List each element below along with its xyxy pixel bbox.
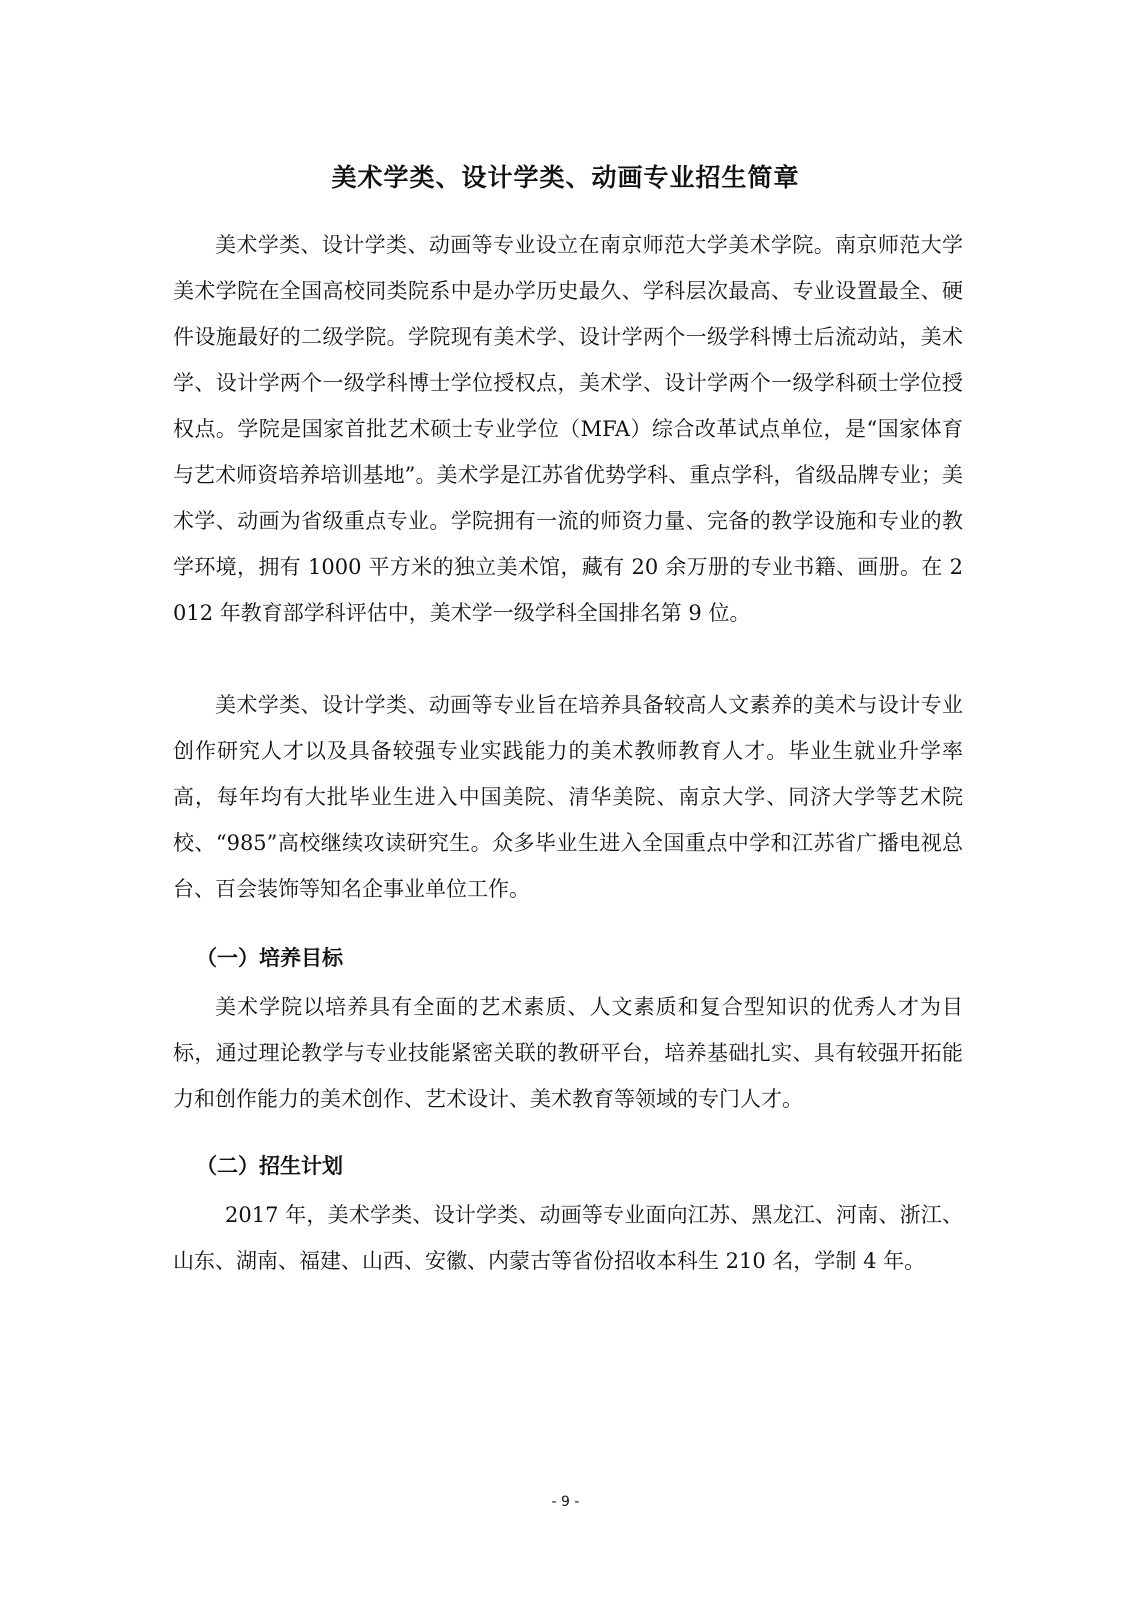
page-number: - 9 - xyxy=(551,1494,580,1510)
enrollment-plan-paragraph: 2017 年，美术学类、设计学类、动画等专业面向江苏、黑龙江、河南、浙江、山东、湖南、福建、山西、安徽、内蒙古等省份招收本科生 210 名，学制 4 年。 xyxy=(173,1203,963,1273)
goals-paragraph: 美术学类、设计学类、动画等专业旨在培养具备较高人文素养的美术与设计专业创作研究人才以及具备较强专业实践能力的美术教师教育人才。毕业生就业升学率高，每年均有大批毕业生进入中国美院、清华美院、南京大学、同济大学等艺术院校、“985”高校继续攻读研究生。众多毕业生进入全国重点中学和江苏省广播电视总台、百会装饰等知名企事业单位工作。 xyxy=(173,693,963,901)
section-heading-training-goals: （一）培养目标 xyxy=(196,946,343,970)
document-title: 美术学类、设计学类、动画专业招生简章 xyxy=(331,163,800,192)
intro-paragraph: 美术学类、设计学类、动画等专业设立在南京师范大学美术学院。南京师范大学美术学院在全国高校同类院系中是办学历史最久、学科层次最高、专业设置最全、硬件设施最好的二级学院。学院现有美术学、设计学两个一级学科博士后流动站，美术学、设计学两个一级学科博士学位授权点，美术学、设计学两个一级学科硕士学位授权点。学院是国家首批艺术硕士专业学位（MFA）综合改革试点单位，是“国家体育与艺术师资培养培训基地”。美术学是江苏省优势学科、重点学科，省级品牌专业；美术学、动画为省级重点专业。学院拥有一流的师资力量、完备的教学设施和专业的教学环境，拥有 1000 平方米的独立美术馆，藏有 20 余万册的专业书籍、画册。在 2012 年教育部学科评估中，美术学一级学科全国排名第 9 位。 xyxy=(173,233,963,625)
training-goals-paragraph: 美术学院以培养具有全面的艺术素质、人文素质和复合型知识的优秀人才为目标，通过理论教学与专业技能紧密关联的教研平台，培养基础扎实、具有较强开拓能力和创作能力的美术创作、艺术设计、美术教育等领域的专门人才。 xyxy=(173,995,963,1111)
section-heading-enrollment-plan: （二）招生计划 xyxy=(196,1154,343,1178)
